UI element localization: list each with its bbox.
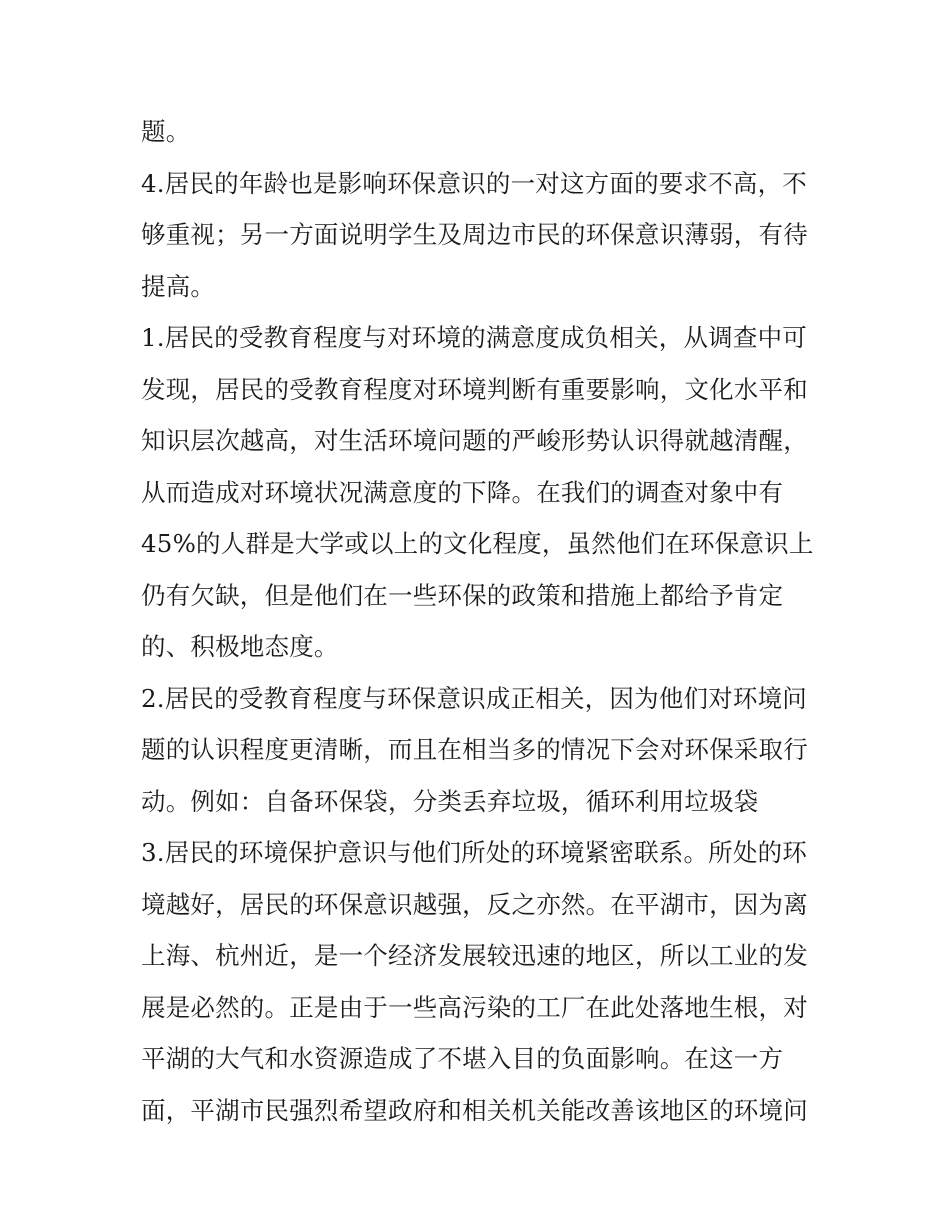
body-text [141, 106, 821, 1136]
text-line: 仍有欠缺，但是他们在一些环保的政策和措施上都给予肯定 [141, 580, 784, 610]
text-line: 发现，居民的受教育程度对环境判断有重要影响，文化水平和 [141, 374, 808, 404]
text-line: 平湖的大气和水资源造成了不堪入目的负面影响。在这一方 [141, 1044, 784, 1073]
text-line: 知识层次越高，对生活环境问题的严峻形势认识得就越清醒， [141, 426, 808, 455]
text-line: 题的认识程度更清晰，而且在相当多的情况下会对环保采取行 [141, 735, 808, 764]
text-line: 动。例如：自备环保袋，分类丢弃垃圾，循环利用垃圾袋 [141, 786, 759, 816]
text-line: 从而造成对环境状况满意度的下降。在我们的调查对象中有 [141, 477, 784, 507]
text-line: 2.居民的受教育程度与环保意识成正相关，因为他们对环境问 [141, 683, 807, 713]
text-line: 上海、杭州近，是一个经济发展较迅速的地区，所以工业的发 [141, 941, 808, 970]
text-line: 面，平湖市民强烈希望政府和相关机关能改善该地区的环境问 [141, 1095, 808, 1125]
text-line: 境越好，居民的环保意识越强，反之亦然。在平湖市，因为离 [141, 889, 808, 919]
text-line: 4.居民的年龄也是影响环保意识的一对这方面的要求不高，不 [141, 168, 807, 198]
text-line: 提高。 [141, 271, 216, 301]
text-line: 的、积极地态度。 [141, 632, 339, 661]
text-line: 3.居民的环境保护意识与他们所处的环境紧密联系。所处的环 [141, 838, 807, 867]
text-line: 45%的人群是大学或以上的文化程度，虽然他们在环保意识上 [141, 529, 814, 558]
text-line: 展是必然的。正是由于一些高污染的工厂在此处落地生根，对 [141, 992, 808, 1022]
text-line: 够重视；另一方面说明学生及周边市民的环保意识薄弱，有待 [141, 220, 808, 249]
text-line: 1.居民的受教育程度与对环境的满意度成负相关，从调查中可 [141, 323, 807, 352]
text-line: 题。 [141, 117, 191, 146]
